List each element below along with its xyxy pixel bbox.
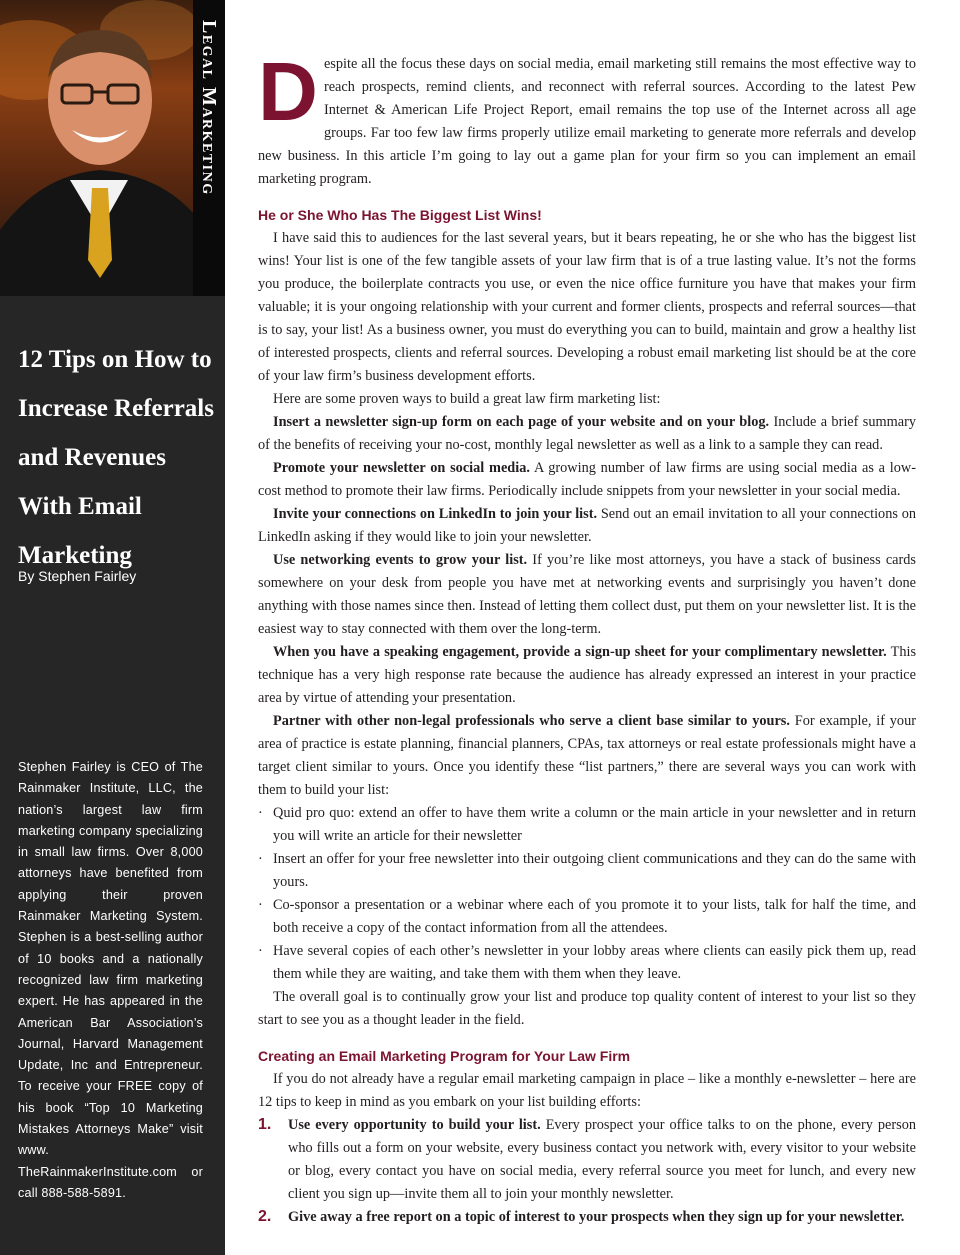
- title-line: Marketing: [18, 541, 132, 569]
- tip-text: Include a brief summary of the benefits of receiving your no-cost, monthly legal newsletter as well as a link to a sample they can read.: [258, 414, 916, 453]
- intro-paragraph: [258, 45, 916, 191]
- list-tip: [258, 549, 916, 641]
- bullet-icon: ·: [258, 805, 263, 821]
- article-title: [18, 335, 218, 580]
- drop-cap: D: [258, 45, 318, 138]
- list-tip: [258, 710, 916, 802]
- list-tip: [258, 641, 916, 710]
- tip-number: 2.: [258, 1208, 272, 1225]
- author-portrait: [0, 0, 225, 296]
- tip-text: Every prospect your office talks to on the phone, every person who fills out a form on your website, every business contact you network with, every visitor to your website or blog, every contact you have on social media, every referral source you meet for lunch, and every new client you sign up—invite them all to join your monthly newsletter.: [288, 1117, 916, 1202]
- tip-number: 1.: [258, 1116, 272, 1133]
- list-item: [258, 802, 916, 848]
- title-line: and Revenues: [18, 443, 166, 471]
- author-bio: Stephen Fairley is CEO of The Rainmaker Institute, LLC, the nation’s largest law firm marketing company specializing in small law firms. Over 8,000 attorneys have benefited from applying their proven Rainmaker Marketing System. Stephen is a best-selling author of 10 books and a nationally recognized law firm marketing expert. He has appeared in the American Bar Association’s Journal, Harvard Management Update, Inc and Entrepreneur. To receive your FREE copy of his book “Top 10 Marketing Mistakes Attorneys Make” visit www. TheRainmakerInstitute.com or call 888-588-5891.: [18, 760, 203, 1200]
- tip-heading: Use networking events to grow your list.: [273, 552, 528, 568]
- section-heading: He or She Who Has The Biggest List Wins!: [258, 207, 542, 223]
- title-line: With Email: [18, 492, 142, 520]
- list-item-text: Have several copies of each other’s newsletter in your lobby areas where clients can easily pick them up, read them while they are waiting, and take them with them when they leave.: [273, 943, 916, 982]
- author-photo: [0, 0, 225, 296]
- tip-heading: When you have a speaking engagement, provide a sign-up sheet for your complimentary newsletter.: [273, 644, 887, 660]
- list-item-text: Insert an offer for your free newsletter into their outgoing client communications and they can do the same with yours.: [273, 851, 916, 890]
- section-heading: Creating an Email Marketing Program for Your Law Firm: [258, 1048, 631, 1064]
- list-item-text: Co-sponsor a presentation or a webinar where each of you promote it to your lists, talk for half the time, and both receive a copy of the contact information from all the attendees.: [273, 897, 916, 936]
- tip-text: This technique has a very high response rate because the audience has already expressed an interest in your practice area by virtue of attending your presentation.: [258, 644, 917, 706]
- byline: By Stephen Fairley: [18, 568, 137, 584]
- list-tip: [258, 457, 916, 503]
- intro-text: espite all the focus these days on social media, email marketing still remains the most effective way to reach prospects, remind clients, and reconnect with referral sources. According to the latest Pew Internet & American Life Project Report, email remains the top use of the Internet across all age groups. Far too few law firms properly utilize email marketing to generate more referrals and develop new business. In this article I’m going to lay out a game plan for your firm so you can implement an email marketing program.: [258, 56, 916, 187]
- list-tip: [258, 411, 916, 457]
- section-label-text: Legal Marketing: [198, 20, 220, 196]
- section-label: [193, 0, 225, 296]
- bullet-icon: ·: [258, 851, 263, 867]
- tip-text: If you’re like most attorneys, you have a stack of business cards somewhere on your desk from people you have met at networking events and surprisingly you haven’t done anything with those names since then. Instead of letting them collect dust, put them on your newsletter list. It is the easiest way to stay connected with them over the long-term.: [258, 552, 916, 637]
- bullet-icon: ·: [258, 897, 263, 913]
- tip-text: Send out an email invitation to all your connections on LinkedIn asking if they would like to join your newsletter.: [258, 506, 916, 545]
- paragraph: Here are some proven ways to build a great law firm marketing list:: [273, 391, 661, 407]
- tip-heading: Insert a newsletter sign-up form on each page of your website and on your blog.: [273, 414, 770, 430]
- list-item: [258, 848, 916, 894]
- title-line: Increase Referrals: [18, 394, 214, 422]
- tip-text: For example, if your area of practice is estate planning, financial planners, CPAs, tax attorneys or real estate professionals might have a target client similar to yours. Once you identify these “list partners,” there are several ways you can work with them to build your list:: [258, 713, 916, 798]
- tip-heading: Use every opportunity to build your list.: [288, 1117, 541, 1133]
- numbered-tip: [258, 1206, 916, 1229]
- title-line: 12 Tips on How to: [18, 345, 212, 373]
- paragraph: The overall goal is to continually grow your list and produce top quality content of interest to your list so they start to see you as a thought leader in the field.: [258, 989, 916, 1028]
- list-item-text: Quid pro quo: extend an offer to have them write a column or the main article in your newsletter and in return you will write an article for their newsletter: [273, 805, 916, 844]
- article-body: [258, 45, 917, 1229]
- tip-text: A growing number of law firms are using social media as a low-cost method to promote their law firms. Periodically include snippets from your newsletter in your social media.: [258, 460, 916, 499]
- list-item: [258, 894, 916, 940]
- list-item: [258, 940, 916, 986]
- tips-list: [258, 1114, 916, 1229]
- tip-heading: Promote your newsletter on social media.: [273, 460, 530, 476]
- sidebar: [0, 0, 225, 1255]
- list-tip: [258, 503, 916, 549]
- partner-list: [258, 802, 916, 986]
- paragraph: I have said this to audiences for the last several years, but it bears repeating, he or she who has the biggest list wins! Your list is one of the few tangible assets of your law firm that is of a true lasting value. It’s not the forms you produce, the boilerplate contracts you use, or even the nice office furniture you have that makes your firm valuable; it is your ongoing relationship with your current and former clients, prospects and referral sources—that is to say, your list! As a business owner, you must do everything you can to build, maintain and grow a healthy list of interested prospects, clients and referral sources. Developing a robust email marketing list should be at the core of your law firm’s business development efforts.: [258, 230, 916, 384]
- bullet-icon: ·: [258, 943, 263, 959]
- paragraph: If you do not already have a regular email marketing campaign in place – like a monthly e-newsletter – here are 12 tips to keep in mind as you embark on your list building efforts:: [258, 1071, 916, 1110]
- tip-heading: Give away a free report on a topic of interest to your prospects when they sign up for your newsletter.: [288, 1209, 905, 1225]
- tip-heading: Partner with other non-legal professionals who serve a client base similar to yours.: [273, 713, 790, 729]
- numbered-tip: [258, 1114, 916, 1206]
- tip-heading: Invite your connections on LinkedIn to join your list.: [273, 506, 598, 522]
